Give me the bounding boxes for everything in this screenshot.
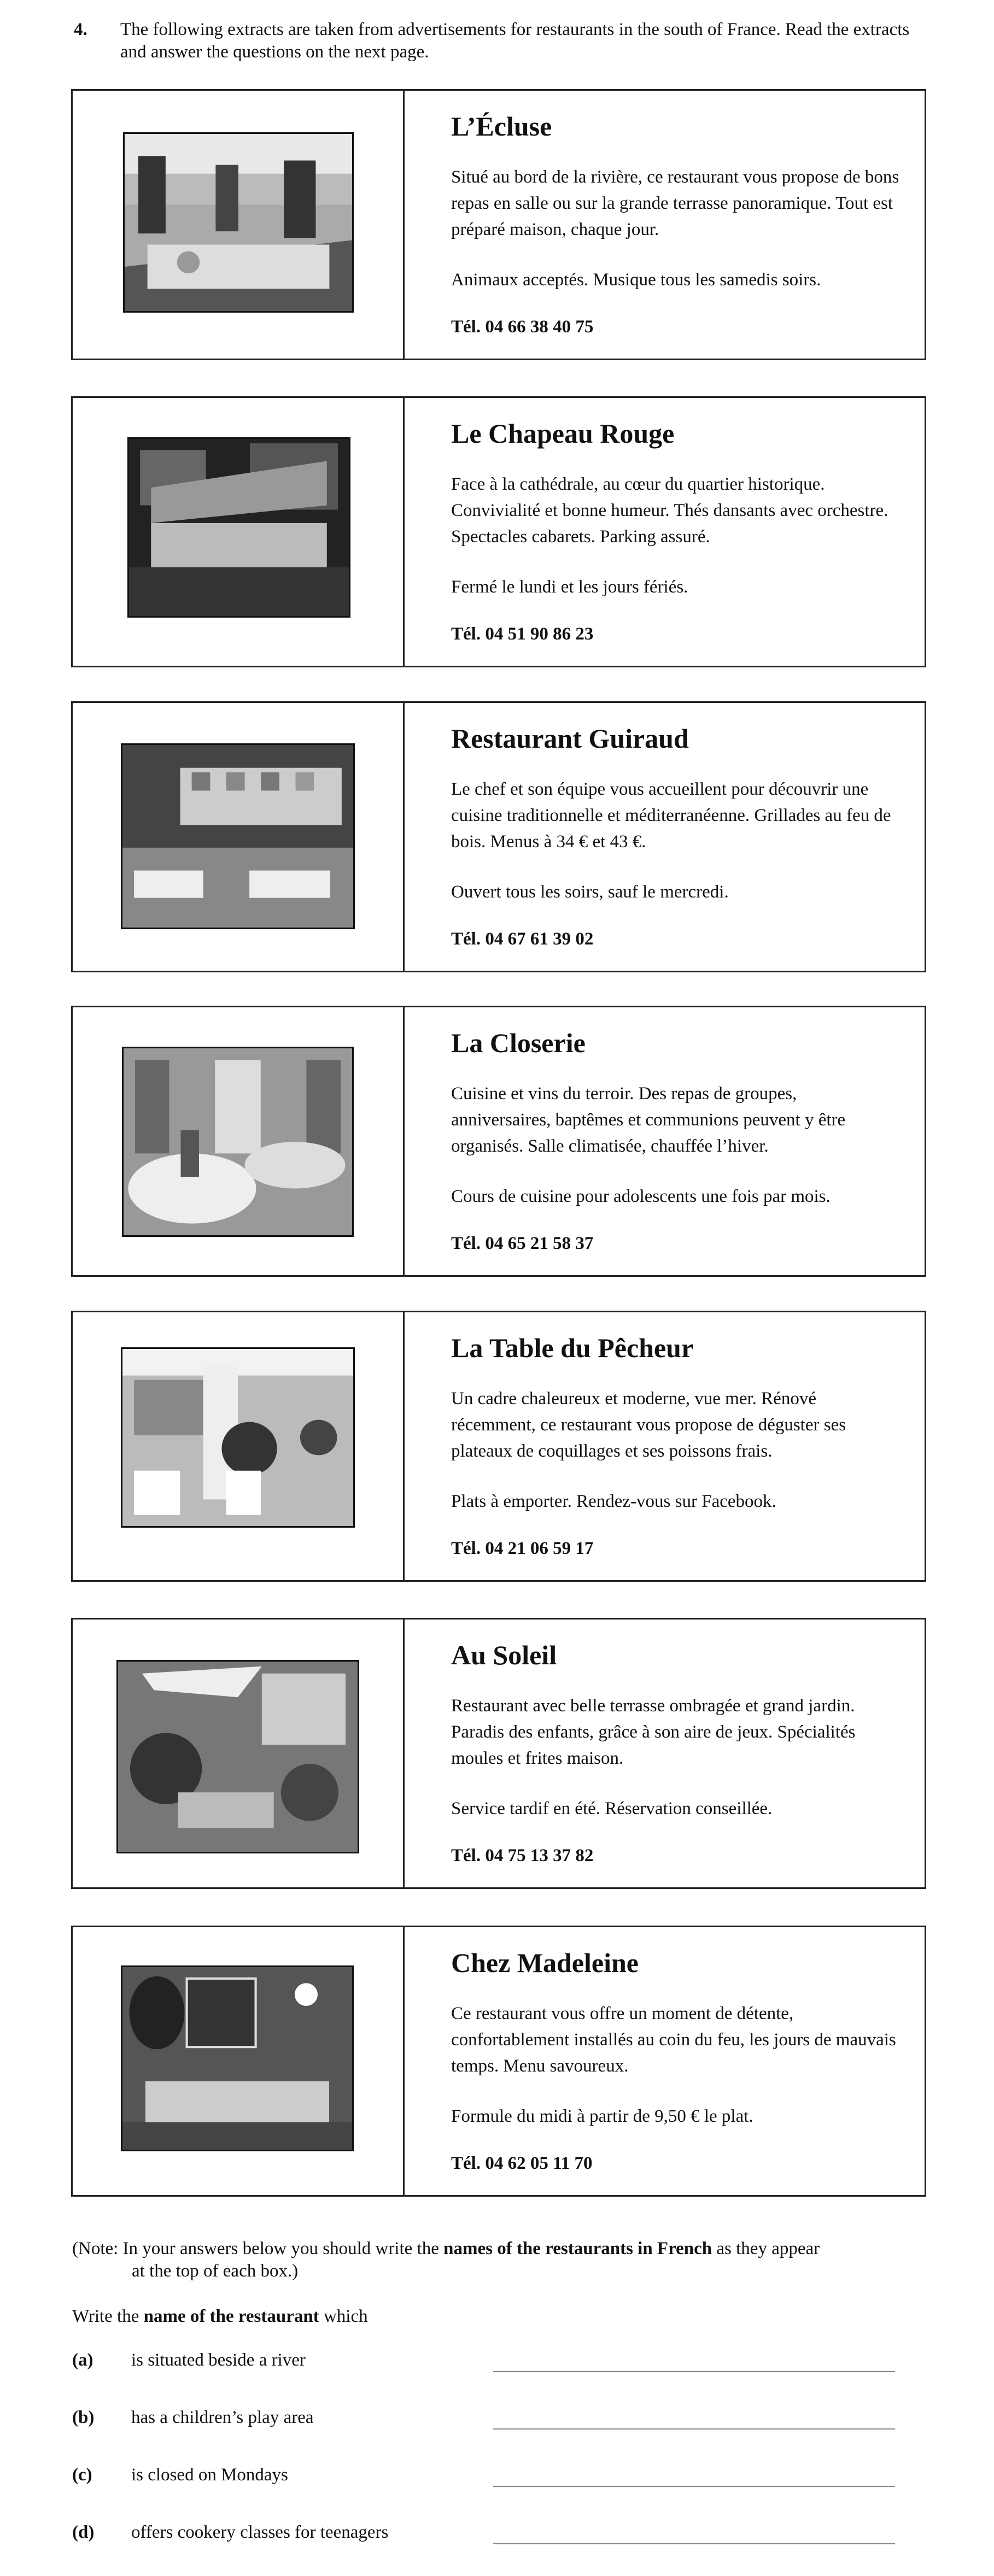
question-header xyxy=(74,19,927,63)
question-text: has a children’s play area xyxy=(131,2408,314,2427)
restaurant-description: Restaurant avec belle terrasse ombragée et grand jardin. Paradis des enfants, grâce à son aire de jeux. Spécialités moules et frites maison. xyxy=(451,1696,856,1768)
restaurant-description: Situé au bord de la rivière, ce restaurant vous propose de bons repas en salle ou sur la grande terrasse panoramique. Tout est préparé maison, chaque jour. xyxy=(451,167,899,239)
restaurant-ad xyxy=(71,701,926,972)
question-label: (b) xyxy=(72,2408,95,2427)
question-label: (a) xyxy=(72,2350,93,2370)
restaurant-description: Face à la cathédrale, au cœur du quartier historique. Convivialité et bonne humeur. Thés dansants avec orchestre. Spectacles cabarets. Parking assuré. xyxy=(451,474,888,547)
instruction-bold: name of the restaurant xyxy=(143,2307,319,2326)
note-text-start: (Note: In your answers below you should write the xyxy=(72,2239,444,2258)
restaurant-ad xyxy=(71,1006,926,1277)
restaurant-extra: Plats à emporter. Rendez-vous sur Facebook. xyxy=(451,1492,776,1511)
restaurant-name: Restaurant Guiraud xyxy=(451,723,689,754)
note-text-end: as they appear xyxy=(712,2239,820,2258)
restaurant-name: Le Chapeau Rouge xyxy=(451,418,675,449)
restaurant-phone: Tél. 04 62 05 11 70 xyxy=(451,2153,593,2173)
restaurant-name: La Closerie xyxy=(451,1028,586,1058)
question-intro: The following extracts are taken from advertisements for restaurants in the south of France. Read the extracts and answer the questions on the next page. xyxy=(120,20,910,62)
question-item xyxy=(72,2345,925,2378)
restaurant-name: Au Soleil xyxy=(451,1640,557,1670)
restaurant-photo xyxy=(116,1660,359,1853)
answer-line[interactable] xyxy=(493,2371,895,2372)
restaurant-extra: Fermé le lundi et les jours fériés. xyxy=(451,577,688,597)
question-item xyxy=(72,2402,925,2435)
restaurant-extra: Formule du midi à partir de 9,50 € le plat. xyxy=(451,2106,753,2126)
restaurant-phone: Tél. 04 65 21 58 37 xyxy=(451,1234,594,1253)
restaurant-description: Ce restaurant vous offre un moment de détente, confortablement installés au coin du feu, les jours de mauvais temps. Menu savoureux. xyxy=(451,2004,896,2076)
restaurant-extra: Cours de cuisine pour adolescents une fois par mois. xyxy=(451,1187,831,1206)
question-item xyxy=(72,2460,925,2492)
restaurant-photo xyxy=(127,437,350,618)
restaurant-name: Chez Madeleine xyxy=(451,1947,639,1978)
note xyxy=(72,2238,947,2282)
restaurant-photo xyxy=(121,1965,354,2151)
restaurant-photo xyxy=(122,1047,354,1237)
restaurant-ad xyxy=(71,89,926,360)
restaurant-photo xyxy=(121,743,355,929)
answer-line[interactable] xyxy=(493,2428,895,2430)
restaurant-extra: Animaux acceptés. Musique tous les samedis soirs. xyxy=(451,270,821,290)
question-item xyxy=(72,2517,925,2550)
instruction-end: which xyxy=(319,2307,368,2326)
question-number: 4. xyxy=(74,20,87,39)
restaurant-phone: Tél. 04 67 61 39 02 xyxy=(451,929,594,949)
restaurant-ad xyxy=(71,1311,926,1582)
instruction-start: Write the xyxy=(72,2307,144,2326)
restaurant-name: La Table du Pêcheur xyxy=(451,1333,694,1363)
restaurant-phone: Tél. 04 75 13 37 82 xyxy=(451,1846,594,1865)
restaurant-phone: Tél. 04 66 38 40 75 xyxy=(451,317,594,337)
restaurant-description: Cuisine et vins du terroir. Des repas de groupes, anniversaires, baptêmes et communions peuvent y être organisés. Salle climatisée, chauffée l’hiver. xyxy=(451,1084,846,1156)
restaurant-description: Un cadre chaleureux et moderne, vue mer. Rénové récemment, ce restaurant vous propose de déguster ses plateaux de coquillages et ses poissons frais. xyxy=(451,1389,846,1461)
restaurant-extra: Service tardif en été. Réservation conseillée. xyxy=(451,1799,773,1818)
question-text: is situated beside a river xyxy=(131,2350,306,2370)
restaurant-ad xyxy=(71,1926,926,2197)
question-text: is closed on Mondays xyxy=(131,2465,288,2485)
question-label: (c) xyxy=(72,2465,92,2485)
restaurant-ad xyxy=(71,396,926,667)
restaurant-photo xyxy=(123,132,354,313)
instruction xyxy=(72,2307,368,2327)
restaurant-phone: Tél. 04 21 06 59 17 xyxy=(451,1539,594,1558)
question-text: offers cookery classes for teenagers xyxy=(131,2522,389,2542)
restaurant-extra: Ouvert tous les soirs, sauf le mercredi. xyxy=(451,882,729,902)
restaurant-photo xyxy=(121,1347,355,1528)
restaurant-description: Le chef et son équipe vous accueillent pour découvrir une cuisine traditionnelle et méditerranéenne. Grillades au feu de bois. Menus à 34 € et 43 €. xyxy=(451,779,891,852)
answer-line[interactable] xyxy=(493,2543,895,2544)
restaurant-phone: Tél. 04 51 90 86 23 xyxy=(451,624,594,644)
note-text-bold: names of the restaurants in French xyxy=(443,2239,712,2258)
answer-line[interactable] xyxy=(493,2486,895,2487)
question-label: (d) xyxy=(72,2522,95,2542)
note-text-line2: at the top of each box.) xyxy=(132,2261,299,2281)
restaurant-ad xyxy=(71,1618,926,1889)
restaurant-name: L’Écluse xyxy=(451,111,552,142)
